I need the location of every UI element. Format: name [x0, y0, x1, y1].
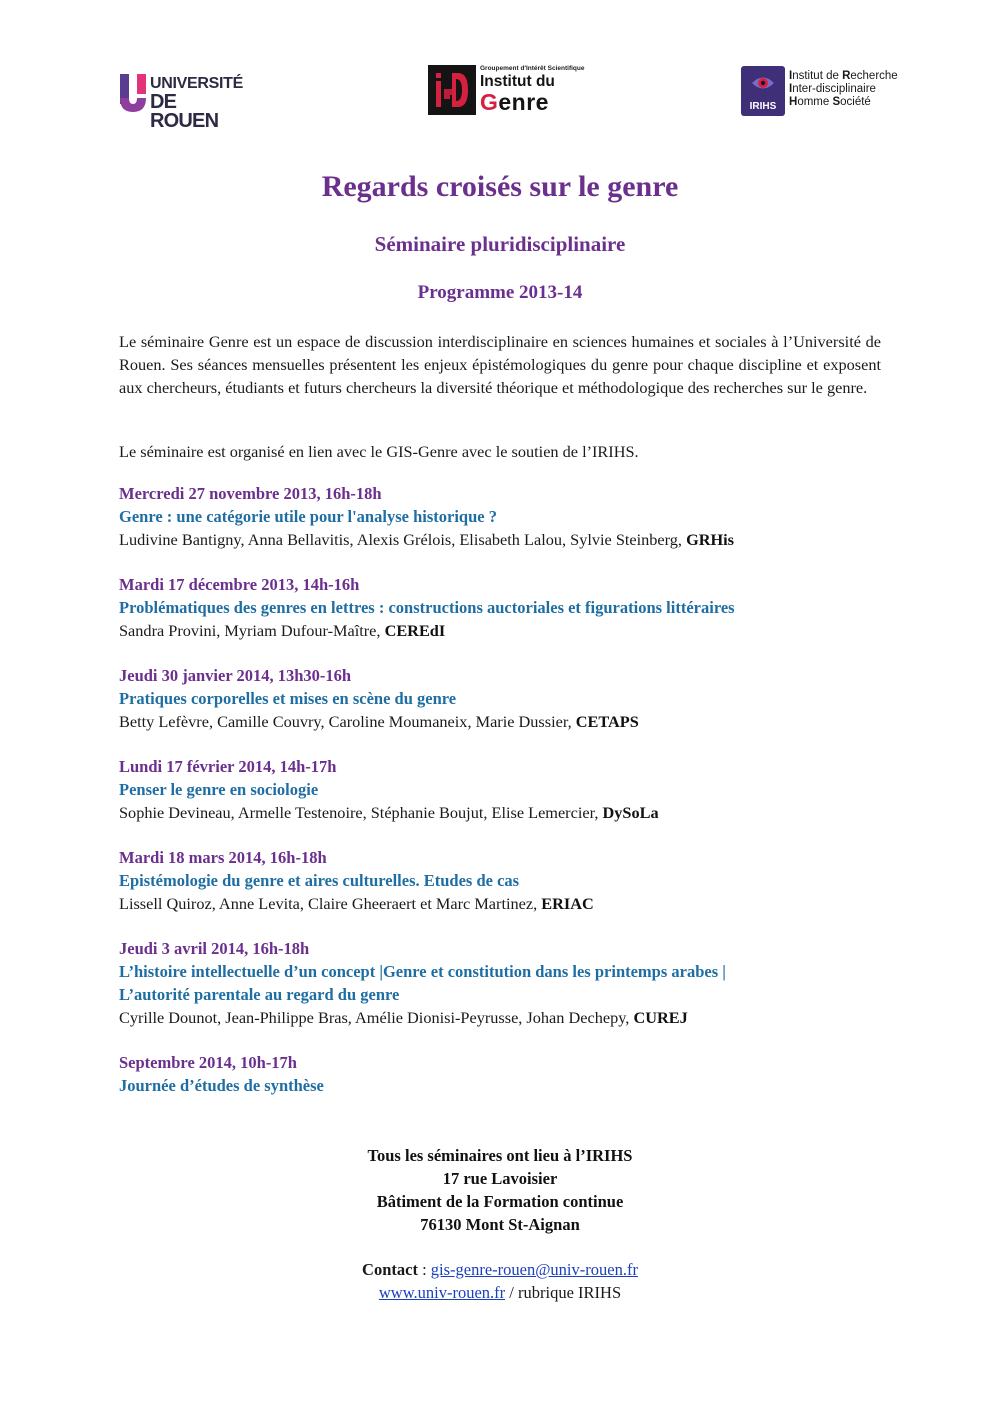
session-title: Pratiques corporelles et mises en scène du genre — [119, 689, 457, 708]
session-item — [119, 1051, 889, 1097]
universite-de-rouen-logo — [120, 72, 245, 132]
session-item — [119, 846, 889, 915]
page-subtitle: Séminaire pluridisciplinaire — [374, 232, 626, 256]
intro-paragraph: Le séminaire Genre est un espace de discussion interdisciplinaire en sciences humaines et sociales à l’Université de Rouen. Ses séances mensuelles présentent les enjeux épistémologiques du genre pour chaque discipline et exposent aux chercheurs, étudiants et futurs chercheurs la diversité théorique et méthodologique des recherches sur le genre. — [119, 332, 881, 397]
page-title: Regards croisés sur le genre — [321, 170, 679, 203]
rouen-logo-line2: DE ROUEN — [150, 91, 219, 132]
session-lab: DySoLa — [602, 803, 659, 822]
website-line — [0, 1281, 1000, 1304]
eye-icon — [751, 74, 775, 92]
session-item — [119, 755, 889, 824]
session-speakers: Betty Lefèvre, Camille Couvry, Caroline Moumaneix, Marie Dussier, CETAPS — [119, 712, 639, 731]
session-speakers: Cyrille Dounot, Jean-Philippe Bras, Amélie Dionisi-Peyrusse, Johan Dechepy, CUREJ — [119, 1008, 688, 1027]
gis-genre-text: Genre — [480, 89, 549, 115]
irihs-name: Institut de Recherche Inter-disciplinaire Homme Société — [789, 70, 898, 108]
contact-email-link[interactable]: gis-genre-rouen@univ-rouen.fr — [430, 1260, 638, 1279]
website-link[interactable]: www.univ-rouen.fr — [378, 1283, 506, 1302]
venue-line: Tous les séminaires ont lieu à l’IRIHS — [367, 1146, 633, 1165]
session-date: Jeudi 3 avril 2014, 16h-18h — [119, 939, 310, 958]
contact-block — [0, 1258, 1000, 1304]
irihs-logo — [741, 66, 911, 118]
venue-line: 17 rue Lavoisier — [442, 1169, 558, 1188]
irihs-badge — [741, 66, 785, 116]
session-lab: CEREdI — [384, 621, 446, 640]
session-speakers: Lissell Quiroz, Anne Levita, Claire Gheeraert et Marc Martinez, ERIAC — [119, 894, 594, 913]
gis-monogram-icon — [432, 69, 472, 111]
session-item — [119, 664, 889, 733]
session-title-line2: L’autorité parentale au regard du genre — [119, 985, 400, 1004]
session-title: Journée d’études de synthèse — [119, 1076, 324, 1095]
session-date: Mardi 18 mars 2014, 16h-18h — [119, 848, 327, 867]
session-speakers: Ludivine Bantigny, Anna Bellavitis, Alexis Grélois, Elisabeth Lalou, Sylvie Steinberg, GRHis — [119, 530, 735, 549]
gis-institut-text: Institut du — [480, 73, 555, 90]
session-title: Genre : une catégorie utile pour l'analyse historique ? — [119, 507, 497, 526]
venue-block — [0, 1144, 1000, 1236]
logo-bar — [0, 60, 1000, 132]
session-lab: CUREJ — [633, 1008, 688, 1027]
session-date: Mercredi 27 novembre 2013, 16h-18h — [119, 484, 382, 503]
contact-label: Contact — [362, 1260, 418, 1279]
rouen-logo-line1: UNIVERSITÉ — [150, 75, 244, 92]
contact-line: Contact : gis-genre-rouen@univ-rouen.fr — [362, 1260, 638, 1279]
venue-line: 76130 Mont St-Aignan — [420, 1215, 580, 1234]
rouen-u-mark-icon — [120, 74, 146, 112]
session-speakers: Sophie Devineau, Armelle Testenoire, Stéphanie Boujut, Elise Lemercier, DySoLa — [119, 803, 659, 822]
gis-caption: Groupement d'Intérêt Scientifique — [480, 65, 585, 72]
session-title: Epistémologie du genre et aires culturelles. Etudes de cas — [119, 871, 520, 890]
irihs-badge-label: IRIHS — [749, 101, 777, 112]
organisation-paragraph: Le séminaire est organisé en lien avec le GIS-Genre avec le soutien de l’IRIHS. — [119, 442, 639, 461]
session-title: Penser le genre en sociologie — [119, 780, 319, 799]
session-item — [119, 937, 889, 1029]
session-item — [119, 482, 889, 551]
programme-heading: Programme 2013-14 — [417, 282, 583, 303]
session-date: Lundi 17 février 2014, 14h-17h — [119, 757, 337, 776]
session-title: L’histoire intellectuelle d’un concept |Genre et constitution dans les printemps arabes | — [119, 962, 726, 981]
website-suffix: / rubrique IRIHS — [505, 1283, 622, 1302]
session-speakers: Sandra Provini, Myriam Dufour-Maître, CEREdI — [119, 621, 446, 640]
gis-mark — [428, 65, 476, 115]
session-date: Mardi 17 décembre 2013, 14h-16h — [119, 575, 360, 594]
session-date: Jeudi 30 janvier 2014, 13h30-16h — [119, 666, 352, 685]
institut-du-genre-logo — [428, 65, 585, 115]
session-lab: ERIAC — [541, 894, 594, 913]
session-lab: CETAPS — [575, 712, 639, 731]
session-item — [119, 573, 889, 642]
session-date: Septembre 2014, 10h-17h — [119, 1053, 297, 1072]
venue-line: Bâtiment de la Formation continue — [376, 1192, 624, 1211]
session-list — [119, 482, 889, 1119]
session-lab: GRHis — [686, 530, 735, 549]
session-title: Problématiques des genres en lettres : constructions auctoriales et figurations littéraires — [119, 598, 735, 617]
